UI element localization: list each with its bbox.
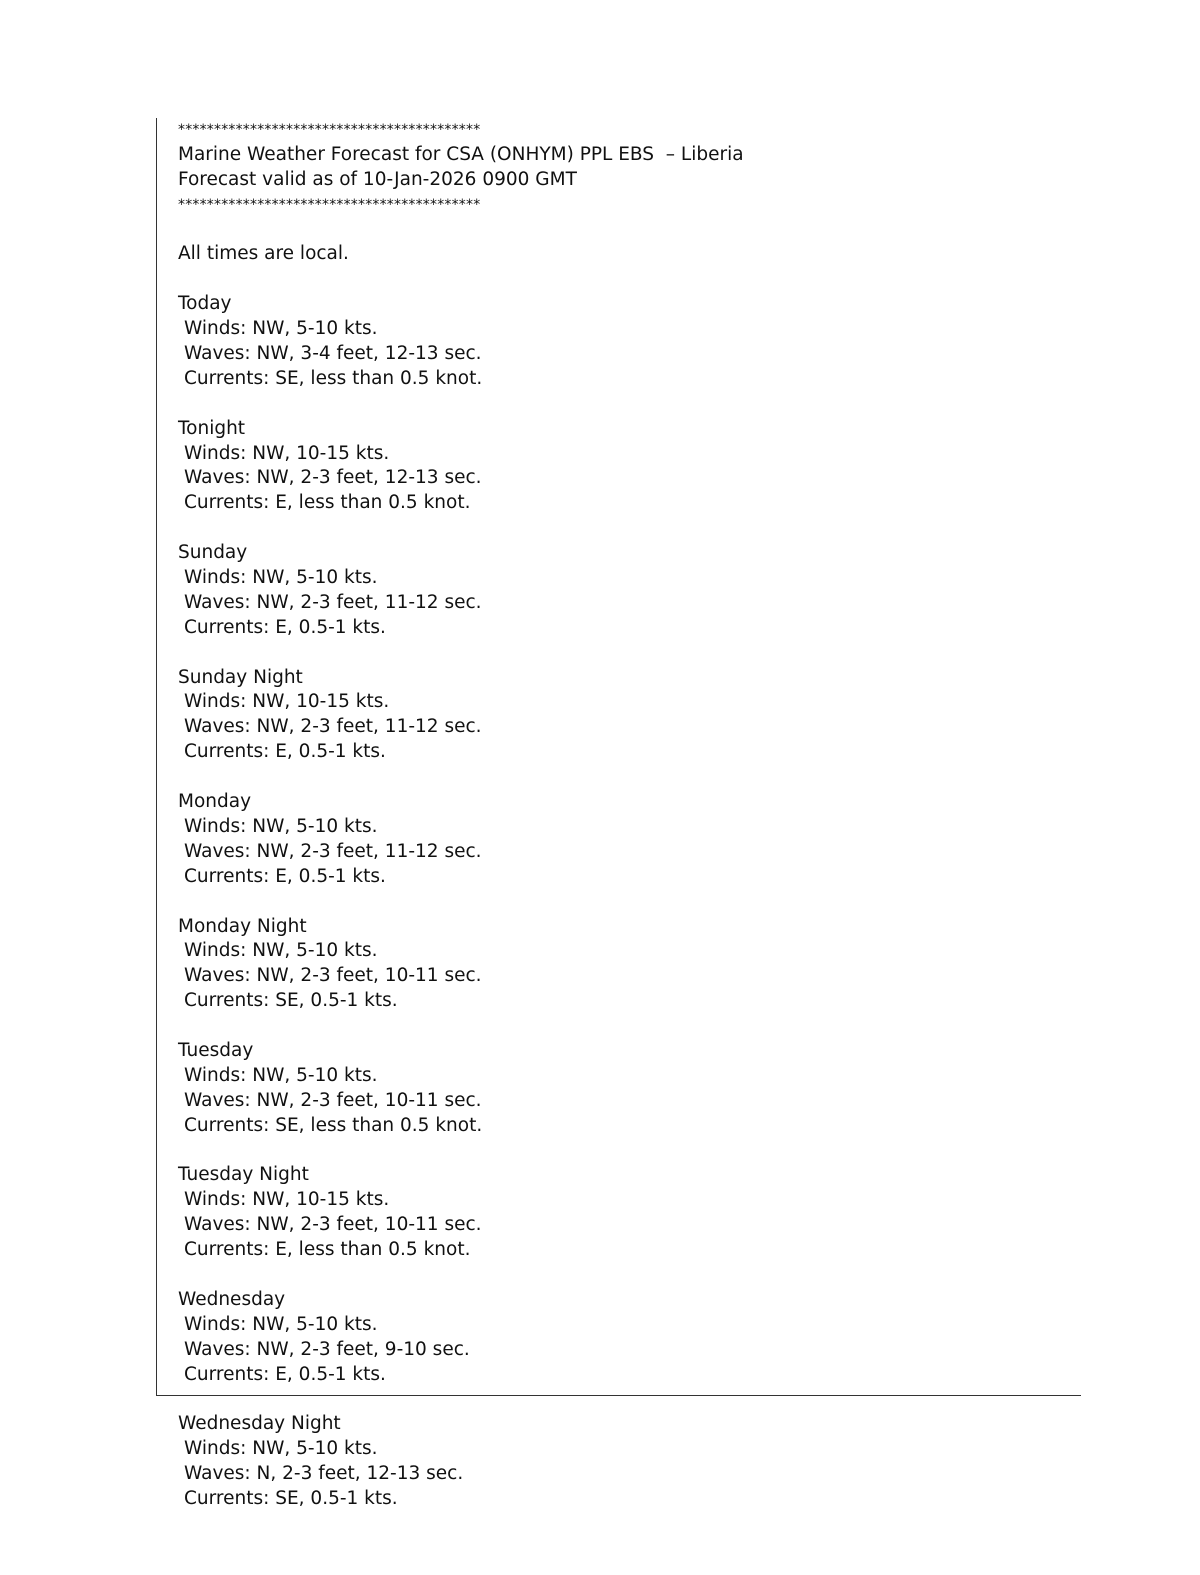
spacer bbox=[178, 516, 1078, 541]
spacer bbox=[178, 218, 1078, 243]
period-winds: Winds: NW, 5-10 kts. bbox=[184, 1064, 378, 1086]
forecast-period-tonight bbox=[178, 417, 1078, 541]
period-winds: Winds: NW, 10-15 kts. bbox=[184, 442, 390, 464]
period-name: Wednesday bbox=[178, 1288, 286, 1310]
period-currents: Currents: E, less than 0.5 knot. bbox=[184, 492, 471, 514]
period-waves: Waves: NW, 2-3 feet, 11-12 sec. bbox=[184, 591, 482, 613]
spacer bbox=[178, 1014, 1078, 1039]
period-name: Sunday Night bbox=[178, 666, 303, 688]
forecast-period-sunday bbox=[178, 541, 1078, 665]
period-winds: Winds: NW, 5-10 kts. bbox=[184, 940, 378, 962]
period-waves: Waves: NW, 2-3 feet, 10-11 sec. bbox=[184, 1214, 482, 1236]
period-winds: Winds: NW, 10-15 kts. bbox=[184, 691, 390, 713]
spacer bbox=[178, 267, 1078, 292]
spacer bbox=[178, 1139, 1078, 1164]
forecast-title: Marine Weather Forecast for CSA (ONHYM) PPL EBS – Liberia bbox=[178, 143, 744, 165]
spacer bbox=[178, 765, 1078, 790]
period-winds: Winds: NW, 5-10 kts. bbox=[184, 1313, 378, 1335]
period-winds: Winds: NW, 5-10 kts. bbox=[184, 318, 378, 340]
forecast-period-wednesday bbox=[178, 1288, 1078, 1412]
period-waves: Waves: NW, 2-3 feet, 12-13 sec. bbox=[184, 467, 482, 489]
times-note: All times are local. bbox=[178, 243, 349, 265]
forecast-period-sunday-night bbox=[178, 666, 1078, 790]
period-name: Tuesday bbox=[178, 1039, 254, 1061]
period-currents: Currents: E, 0.5-1 kts. bbox=[184, 865, 386, 887]
forecast-period-tuesday-night bbox=[178, 1163, 1078, 1287]
period-waves: Waves: N, 2-3 feet, 12-13 sec. bbox=[184, 1463, 464, 1485]
period-name: Tuesday Night bbox=[178, 1164, 309, 1186]
period-currents: Currents: E, less than 0.5 knot. bbox=[184, 1239, 471, 1261]
forecast-period-monday-night bbox=[178, 915, 1078, 1039]
period-currents: Currents: E, 0.5-1 kts. bbox=[184, 741, 386, 763]
period-waves: Waves: NW, 2-3 feet, 10-11 sec. bbox=[184, 1089, 482, 1111]
header-stars-top: ****************************************** bbox=[178, 122, 481, 138]
period-currents: Currents: SE, less than 0.5 knot. bbox=[184, 367, 483, 389]
period-winds: Winds: NW, 10-15 kts. bbox=[184, 1189, 390, 1211]
period-name: Monday Night bbox=[178, 915, 307, 937]
period-waves: Waves: NW, 2-3 feet, 11-12 sec. bbox=[184, 840, 482, 862]
period-currents: Currents: SE, 0.5-1 kts. bbox=[184, 1487, 398, 1509]
spacer bbox=[178, 1387, 1078, 1412]
period-currents: Currents: SE, 0.5-1 kts. bbox=[184, 990, 398, 1012]
period-name: Monday bbox=[178, 791, 252, 813]
forecast-period-monday bbox=[178, 790, 1078, 914]
period-name: Today bbox=[178, 293, 232, 315]
period-waves: Waves: NW, 3-4 feet, 12-13 sec. bbox=[184, 343, 482, 365]
period-name: Wednesday Night bbox=[178, 1413, 341, 1435]
period-winds: Winds: NW, 5-10 kts. bbox=[184, 815, 378, 837]
period-currents: Currents: SE, less than 0.5 knot. bbox=[184, 1114, 483, 1136]
forecast-text bbox=[178, 118, 1078, 1512]
period-name: Sunday bbox=[178, 542, 248, 564]
period-currents: Currents: E, 0.5-1 kts. bbox=[184, 616, 386, 638]
forecast-period-wednesday-night bbox=[178, 1412, 1078, 1512]
forecast-period-tuesday bbox=[178, 1039, 1078, 1163]
spacer bbox=[178, 1263, 1078, 1288]
spacer bbox=[178, 890, 1078, 915]
forecast-period-today bbox=[178, 292, 1078, 416]
period-currents: Currents: E, 0.5-1 kts. bbox=[184, 1363, 386, 1385]
period-name: Tonight bbox=[178, 417, 246, 439]
period-waves: Waves: NW, 2-3 feet, 10-11 sec. bbox=[184, 965, 482, 987]
left-border-line bbox=[156, 118, 157, 1395]
period-winds: Winds: NW, 5-10 kts. bbox=[184, 567, 378, 589]
spacer bbox=[178, 641, 1078, 666]
header-stars-bottom: ****************************************** bbox=[178, 196, 481, 213]
period-winds: Winds: NW, 5-10 kts. bbox=[184, 1438, 378, 1460]
period-waves: Waves: NW, 2-3 feet, 9-10 sec. bbox=[184, 1338, 470, 1360]
spacer bbox=[178, 392, 1078, 417]
period-waves: Waves: NW, 2-3 feet, 11-12 sec. bbox=[184, 716, 482, 738]
forecast-valid-time: Forecast valid as of 10-Jan-2026 0900 GMT bbox=[178, 168, 577, 190]
